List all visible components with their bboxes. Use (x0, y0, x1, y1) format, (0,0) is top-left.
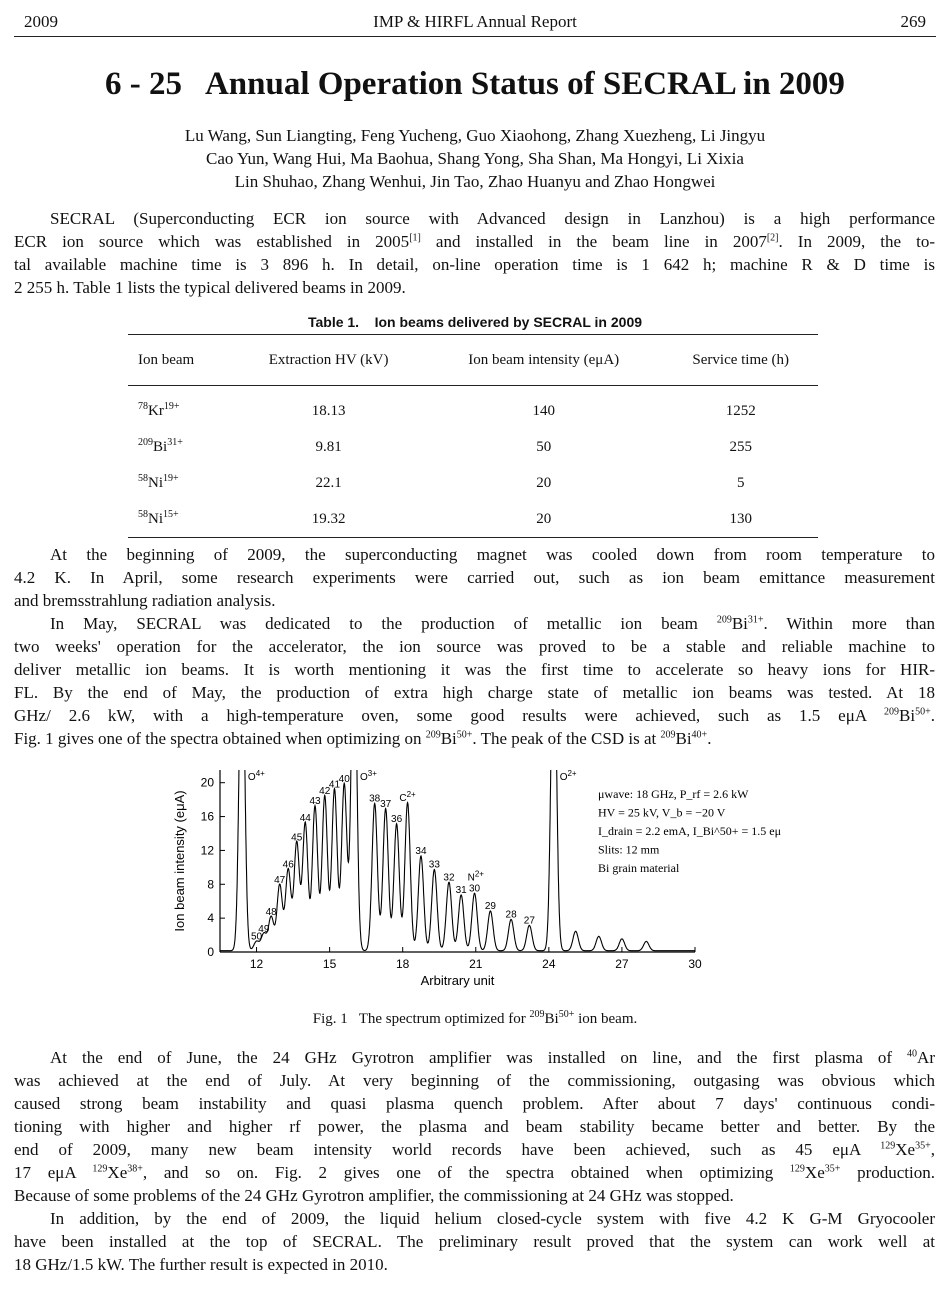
text-line: Because of some problems of the 24 GHz Gyrotron amplifier, the commissioning at 24 GHz was stopped. (14, 1186, 734, 1205)
text-line: 2 255 h. Table 1 lists the typical delivered beams in 2009. (14, 278, 406, 297)
y-axis-label: Ion beam intensity (eμA) (172, 790, 187, 932)
ion-beam-table (128, 334, 818, 538)
time-cell: 5 (736, 474, 745, 491)
y-tick-label: 12 (200, 843, 214, 858)
annotation-line: I_drain = 2.2 emA, I_Bi^50+ = 1.5 eμ (598, 824, 782, 838)
text-line: In addition, by the end of 2009, the liquid helium closed-cycle system with five 4.2 K G-M Gryocooler (50, 1209, 935, 1228)
author-line: Cao Yun, Wang Hui, Ma Baohua, Shang Yong, Sha Shan, Ma Hongyi, Li Xixia (206, 149, 744, 168)
time-cell: 130 (663, 501, 818, 538)
paragraph-bismuth (14, 612, 935, 750)
text-line: 4.2 K. In April, some research experiments were carried out, such as ion beam emittance measurement (14, 568, 935, 587)
text-line: At the end of June, the 24 GHz Gyrotron amplifier was installed on line, and the first plasma of $^{40}$Ar (50, 1048, 935, 1067)
peak-label: 36 (391, 814, 403, 826)
hv-cell: 18.13 (311, 402, 346, 419)
column-header: Extraction HV (kV) (233, 335, 424, 386)
column-header: Ion beam (128, 335, 233, 386)
peak-label: 31 (455, 885, 467, 897)
text-line: two weeks' operation for the accelerator, the ion source was proved to be a stable and reliable machine to (14, 637, 935, 656)
x-tick-label: 30 (688, 957, 702, 971)
text-line: tal available machine time is 3 896 h. In detail, on-line operation time is 1 642 h; machine R & D time is (14, 255, 935, 274)
text-line: and bremsstrahlung radiation analysis. (14, 591, 276, 610)
text-line: ECR ion source which was established in 2005[1] and installed in the beam line in 2007[2]. In 2009, the to- (14, 232, 935, 251)
x-tick-label: 21 (469, 957, 483, 971)
peak-label: 41 (328, 779, 341, 791)
x-axis-label: Arbitrary unit (420, 973, 495, 988)
peak-label: 29 (484, 901, 496, 913)
text-line: 18 GHz/1.5 kW. The further result is expected in 2010. (14, 1255, 388, 1274)
peak-label: 49 (258, 924, 270, 936)
peak-label: $O^{4+}$ (247, 769, 265, 783)
text-line: was achieved at the end of July. At very beginning of the commissioning, outgasing was obvious which (14, 1071, 935, 1090)
table-row (128, 501, 818, 538)
x-tick-label: 24 (542, 957, 556, 971)
text-line: At the beginning of 2009, the superconducting magnet was cooled down from room temperature to (50, 545, 935, 564)
table-caption: Table 1. Ion beams delivered by SECRAL in 2009 (307, 314, 643, 330)
column-header: Ion beam intensity (eμA) (424, 335, 664, 386)
running-header (14, 10, 936, 37)
ion-cell: $^{209}Bi^{31+}$ (138, 436, 183, 455)
header-year: 2009 (24, 12, 58, 31)
text-line: have been installed at the top of SECRAL. The preliminary result proved that the system can work well at (14, 1232, 935, 1251)
y-tick-label: 20 (200, 775, 214, 790)
peak-label: 44 (299, 813, 311, 825)
text-line: FL. By the end of May, the production of extra high charge state of metallic ion beams was tested. At 18 (14, 683, 935, 702)
peak-label: 33 (428, 859, 440, 871)
peak-label: 38 (369, 793, 381, 805)
author-list (0, 124, 950, 193)
peak-label: 46 (282, 859, 294, 871)
peak-label: 47 (274, 874, 286, 886)
spectrum-chart (168, 766, 788, 996)
peak-label: $N^{2+}$ (467, 869, 484, 884)
y-tick-label: 8 (207, 877, 214, 892)
text-line: end of 2009, many new beam intensity world records have been achieved, such as 45 eμA $^{129}Xe^{35+}$, (14, 1140, 935, 1159)
x-tick-label: 18 (396, 957, 410, 971)
table-row (128, 465, 818, 501)
peak-label: 37 (380, 798, 392, 810)
annotation-line: Slits: 12 mm (598, 842, 660, 857)
hv-cell: 19.32 (233, 501, 424, 538)
peak-label: $C^{2+}$ (399, 789, 416, 804)
intensity-cell: 140 (532, 402, 555, 419)
peak-label: $O^{2+}$ (559, 769, 577, 783)
text-line: deliver metallic ion beams. It is worth mentioning it was the first time to accelerate so heavy ions for HIR- (14, 660, 935, 679)
citation-ref[interactable]: [1] (409, 232, 421, 244)
peak-label: 43 (309, 796, 321, 808)
text-line: SECRAL (Superconducting ECR ion source with Advanced design in Lanzhou) is a high performance (50, 209, 935, 228)
paragraph-intro (14, 207, 935, 299)
annotation-line: HV = 25 kV, V_b = −20 V (598, 805, 726, 820)
text-line: 17 eμA $^{129}Xe^{38+}$, and so on. Fig. 2 gives one of the spectra obtained when optimizing $^{129}Xe^{35+}$ production. (14, 1163, 936, 1182)
peak-label: 48 (265, 907, 277, 919)
text-line: caused strong beam instability and quasi plasma quench problem. After about 7 days' continuous condi- (14, 1094, 935, 1113)
peak-label: 42 (319, 786, 331, 798)
annotation-line: Bi grain material (598, 861, 680, 875)
x-tick-label: 27 (615, 957, 629, 971)
paragraph-gyrotron (14, 1046, 935, 1207)
intensity-cell: 20 (536, 474, 552, 491)
peak-label: $O^{3+}$ (359, 769, 377, 783)
peak-label: 28 (505, 909, 517, 921)
peak-label: 40 (338, 774, 350, 786)
text-line: Fig. 1 gives one of the spectra obtained when optimizing on $^{209}Bi^{50+}$. The peak of the CSD is at $^{209}Bi^{40+}$. (14, 729, 712, 748)
ion-cell: $^{58}Ni^{19+}$ (138, 472, 179, 491)
annotation-line: μwave: 18 GHz, P_rf = 2.6 kW (598, 787, 749, 801)
text-line: GHz/ 2.6 kW, with a high-temperature oven, some good results were achieved, such as 1.5 eμA $^{209}Bi^{50+}$. (14, 706, 935, 725)
header-journal: IMP & HIRFL Annual Report (373, 12, 577, 31)
hv-cell: 22.1 (315, 474, 342, 491)
table-row (128, 429, 818, 465)
paragraph-cooldown (14, 543, 935, 612)
peak-label: 27 (523, 915, 535, 927)
y-tick-label: 0 (207, 945, 214, 959)
column-header: Service time (h) (663, 335, 818, 386)
peak-label: 32 (443, 872, 455, 884)
table-row (128, 386, 818, 430)
ion-cell: $^{78}Kr^{19+}$ (138, 400, 180, 419)
y-tick-label: 4 (207, 911, 214, 926)
hv-cell: 9.81 (315, 438, 342, 455)
author-line: Lu Wang, Sun Liangting, Feng Yucheng, Guo Xiaohong, Zhang Xuezheng, Li Jingyu (184, 126, 766, 145)
x-tick-label: 12 (249, 957, 264, 971)
time-cell: 255 (729, 438, 752, 455)
citation-ref[interactable]: [2] (766, 232, 779, 244)
figure-caption: Fig. 1 The spectrum optimized for $^{209}Bi^{50+}$ ion beam. (312, 1009, 638, 1027)
paper-title: 6 - 25 Annual Operation Status of SECRAL in 2009 (105, 66, 845, 102)
text-line: In May, SECRAL was dedicated to the production of metallic ion beam $^{209}Bi^{31+}$. Within more than (50, 614, 935, 633)
y-tick-label: 16 (200, 809, 214, 824)
intensity-cell: 50 (536, 438, 552, 455)
paragraph-cryocooler (14, 1207, 935, 1276)
time-cell: 1252 (725, 402, 756, 419)
peak-label: 45 (291, 832, 303, 844)
author-line: Lin Shuhao, Zhang Wenhui, Jin Tao, Zhao Huanyu and Zhao Hongwei (234, 172, 716, 191)
peak-label: 30 (468, 883, 481, 895)
ion-cell: $^{58}Ni^{15+}$ (128, 501, 233, 538)
x-tick-label: 15 (322, 957, 337, 971)
peak-label: 50 (250, 931, 263, 943)
text-line: tioning with higher and higher rf power, the plasma and beam stability became better and better. By the (14, 1117, 935, 1136)
peak-label: 34 (415, 846, 427, 858)
intensity-cell: 20 (424, 501, 664, 538)
table-header-row (128, 335, 818, 386)
header-page-number: 269 (900, 12, 926, 31)
